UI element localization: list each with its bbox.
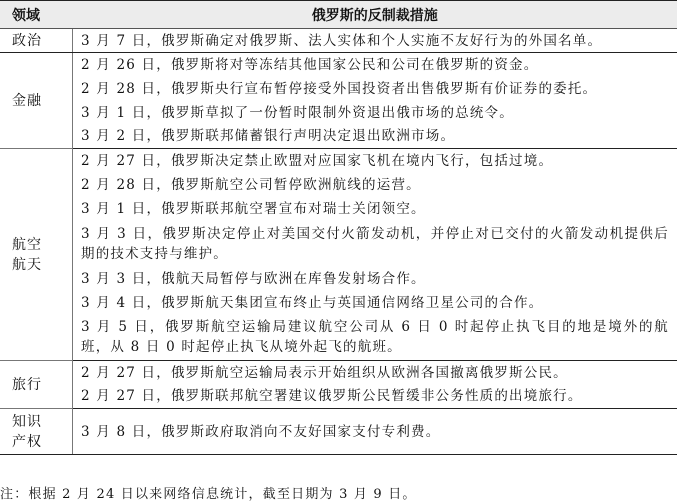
domain-cell [0,149,73,361]
measure-item: 3 月 2 日，俄罗斯联邦储蓄银行声明决定退出欧洲市场。 [73,125,677,149]
measure-item: 3 月 4 日，俄罗斯航天集团宣布终止与英国通信网络卫星公司的合作。 [81,294,544,311]
table-row [0,125,677,149]
table-row [0,315,677,361]
table-row [0,101,677,125]
measure-item: 3 月 8 日，俄罗斯政府取消向不友好国家支付专利费。 [73,409,677,455]
measure-item: 3 月 1 日，俄罗斯草拟了一份暂时限制外资退出俄市场的总统令。 [81,104,514,121]
measure-item: 2 月 26 日，俄罗斯将对等冻结其他国家公民和公司在俄罗斯的资金。 [73,53,677,77]
domain-label: 航空航天 [12,236,42,273]
measure-item: 2 月 28 日，俄罗斯航空公司暂停欧洲航线的运营。 [81,176,421,193]
measure-item: 2 月 28 日，俄罗斯央行宣布暂停接受外国投资者出售俄罗斯有价证券的委托。 [81,80,598,97]
table-row [0,361,677,385]
measure-item: 3 月 1 日，俄罗斯联邦航空署宣布对瑞士关闭领空。 [81,200,426,217]
table-row [0,409,677,455]
measure-item: 2 月 27 日，俄罗斯联邦航空署建议俄罗斯公民暂缓非公务性质的出境旅行。 [73,385,677,409]
table-row [0,173,677,197]
table-row [0,197,677,221]
domain-cell: 旅行 [0,361,73,409]
measure-item: 3 月 7 日，俄罗斯确定对俄罗斯、法人实体和个人实施不友好行为的外国名单。 [73,29,677,53]
table-row [0,291,677,315]
table-row [0,221,677,267]
table-row [0,149,677,173]
measure-item: 3 月 5 日，俄罗斯航空运输局建议航空公司从 6 日 0 时起停止执飞目的地是境外的航班，从 8 日 0 时起停止执飞从境外起飞的航班。 [73,315,677,361]
table-row [0,267,677,291]
header-measures: 俄罗斯的反制裁措施 [73,1,677,29]
domain-label: 知识产权 [12,413,42,450]
measure-item: 3 月 3 日，俄罗斯决定停止对美国交付火箭发动机，并停止对已交付的火箭发动机提供后期的技术支持与维护。 [81,225,669,262]
domain-cell: 政治 [0,29,73,53]
table-row [0,53,677,77]
footnote: 注：根据 2 月 24 日以来网络信息统计，截至日期为 3 月 9 日。 [0,487,417,502]
table-header-row [0,1,677,29]
header-domain: 领域 [0,1,73,29]
measure-item: 2 月 27 日，俄罗斯航空运输局表示开始组织从欧洲各国撤离俄罗斯公民。 [73,361,677,385]
measure-item: 2 月 27 日，俄罗斯决定禁止欧盟对应国家飞机在境内飞行，包括过境。 [73,149,677,173]
table-row [0,385,677,409]
table-row [0,77,677,101]
domain-cell [0,409,73,455]
domain-cell: 金融 [0,53,73,149]
table-row [0,29,677,53]
measure-item: 3 月 3 日，俄航天局暂停与欧洲在库鲁发射场合作。 [81,270,426,287]
